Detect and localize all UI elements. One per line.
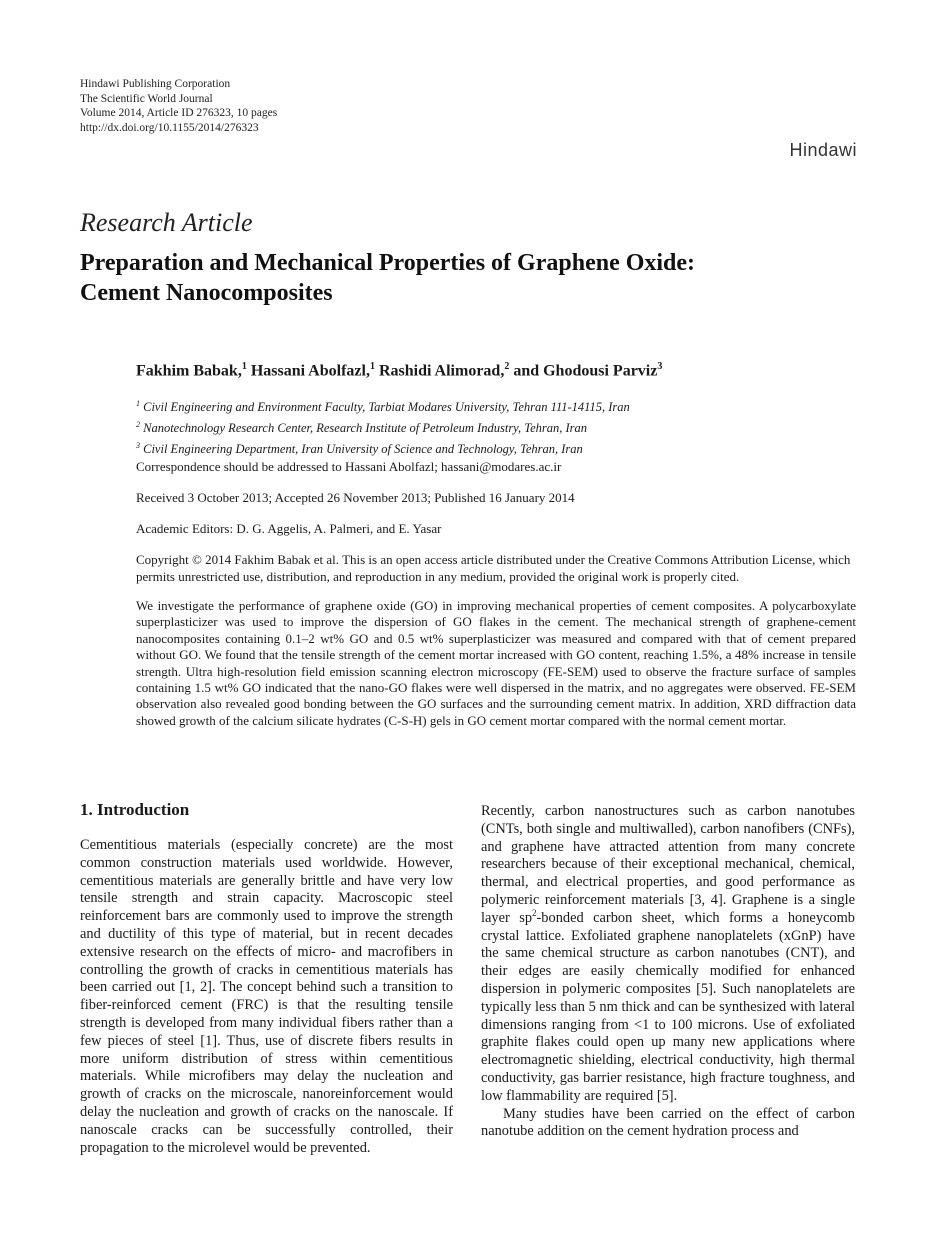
author-affiliation-mark: 3 (657, 361, 663, 372)
left-column-text (80, 837, 453, 1157)
affiliation-mark: 2 (136, 420, 140, 430)
affiliation-mark: 1 (136, 399, 140, 408)
body-paragraph: Many studies have been carried on the effect of carbon nanotube addition on the cement hydration process and (481, 1105, 855, 1140)
author-name: Hassani Abolfazl, (250, 362, 370, 380)
volume-info: Volume 2014, Article ID 276323, 10 pages (80, 107, 278, 119)
affiliation-text: Civil Engineering Department, Iran University of Science and Technology, Tehran, Iran (143, 442, 583, 457)
affiliation (136, 395, 630, 416)
copyright-notice: Copyright © 2014 Fakhim Babak et al. This is an open access article distributed under the Creative Commons Attribution License, which permits unrestricted use, distribution, and reproduction in any medium, provided the original work is properly cited. (136, 552, 851, 584)
correspondence: Correspondence should be addressed to Hassani Abolfazl; hassani@modares.ac.ir (136, 459, 562, 474)
abstract: We investigate the performance of graphene oxide (GO) in improving mechanical properties of cement composites. A polycarboxylate superplasticizer was used to improve the dispersion of GO flakes in the cement. The mechanical strength of graphene-cement nanocomposites containing 0.1–2 wt% GO and 0.5 wt% superplasticizer was measured and compared with that of cement prepared without GO. We found that the tensile strength of the cement mortar increased with GO content, reaching 1.5%, a 48% increase in tensile strength. Ultra high-resolution field emission scanning electron microscopy (FE-SEM) used to observe the fracture surface of samples containing 1.5 wt% GO indicated that the nano-GO flakes were well dispersed in the matrix, and no aggregates were observed. FE-SEM observation also revealed good bonding between the GO surfaces and the surrounding cement matrix. In addition, XRD diffraction data showed growth of the calcium silicate hydrates (C-S-H) gels in GO cement mortar compared with the normal cement mortar. (136, 598, 856, 728)
publisher-name: Hindawi Publishing Corporation (80, 78, 231, 90)
hindawi-logo: Hindawi (789, 140, 857, 160)
section-heading-introduction: 1. Introduction (80, 800, 190, 819)
body-paragraph: Cementitious materials (especially concrete) are the most common construction materials used worldwide. However, cementitious materials are generally brittle and have very low tensile strength and strain capacity. Macroscopic steel reinforcement bars are commonly used to improve the strength and ductility of this type of material, but in recent decades extensive research on the effects of micro- and macrofibers in controlling the growth of cracks in cementitious materials has been carried out [1, 2]. The concept behind such a transition to fiber-reinforced cement (FRC) is that the resulting tensile strength is developed from many individual fibers rather than a few pieces of steel [1]. Thus, use of discrete fibers results in more uniform distribution of stress within cementitious materials. While microfibers may delay the nucleation and growth of cracks on the microscale, nanoreinforcement would delay the nucleation and growth of cracks on the nanoscale. If nanoscale cracks can be successfully controlled, their propagation to the microlevel would be prevented. (80, 837, 453, 1156)
author-list (136, 361, 662, 380)
superscript: 2 (532, 907, 537, 918)
affiliation-text: Nanotechnology Research Center, Research Institute of Petroleum Industry, Tehran, Iran (143, 421, 588, 436)
right-column-text (481, 803, 855, 1141)
paragraph-text: Recently, carbon nanostructures such as carbon nanotubes (CNTs, both single and multiwalled), carbon nanofibers (CNFs), and graphene have attracted attention from many concrete researchers because of their exceptional mechanical, chemical, thermal, and electrical properties, and good performance as polymeric reinforcement materials [3, 4]. Graphene is a single layer sp (481, 803, 855, 926)
author-affiliation-mark: 1 (369, 361, 375, 372)
affiliation (136, 416, 630, 437)
affiliation (136, 437, 630, 458)
affiliation-list (136, 395, 630, 458)
paragraph-text: -bonded carbon sheet, which forms a honeycomb crystal lattice. Exfoliated graphene nanoplatelets (xGnP) have the same chemical structure as carbon nanotubes (CNT), and their edges are easily chemically modified for enhanced dispersion in polymeric composites [5]. Such nanoplatelets are typically less than 5 nm thick and can be synthesized with lateral dimensions ranging from <1 to 100 microns. Use of exfoliated graphite flakes could open up many new applications where electromagnetic shielding, electrical conductivity, high thermal conductivity, gas barrier resistance, high fracture toughness, and low flammability are required [5]. (481, 909, 855, 1104)
author-name: and Ghodousi Parviz (513, 362, 658, 380)
article-type: Research Article (80, 208, 253, 237)
author-affiliation-mark: 2 (504, 361, 510, 372)
author-affiliation-mark: 1 (241, 361, 247, 372)
affiliation-text: Civil Engineering and Environment Faculty, Tarbiat Modares University, Tehran 111-14115, Iran (143, 400, 630, 415)
article-title (80, 248, 860, 308)
affiliation-mark: 3 (136, 441, 140, 451)
academic-editors: Academic Editors: D. G. Aggelis, A. Palmeri, and E. Yasar (136, 521, 442, 536)
title-line-2: Cement Nanocomposites (80, 280, 333, 306)
journal-header (80, 77, 277, 135)
body-paragraph (481, 803, 855, 1106)
doi-link[interactable]: http://dx.doi.org/10.1155/2014/276323 (80, 121, 259, 134)
author-name: Fakhim Babak, (136, 362, 242, 380)
title-line-1: Preparation and Mechanical Properties of Graphene Oxide: (80, 250, 696, 276)
journal-name: The Scientific World Journal (80, 92, 213, 105)
author-name: Rashidi Alimorad, (378, 362, 505, 380)
publication-dates: Received 3 October 2013; Accepted 26 November 2013; Published 16 January 2014 (136, 490, 575, 505)
